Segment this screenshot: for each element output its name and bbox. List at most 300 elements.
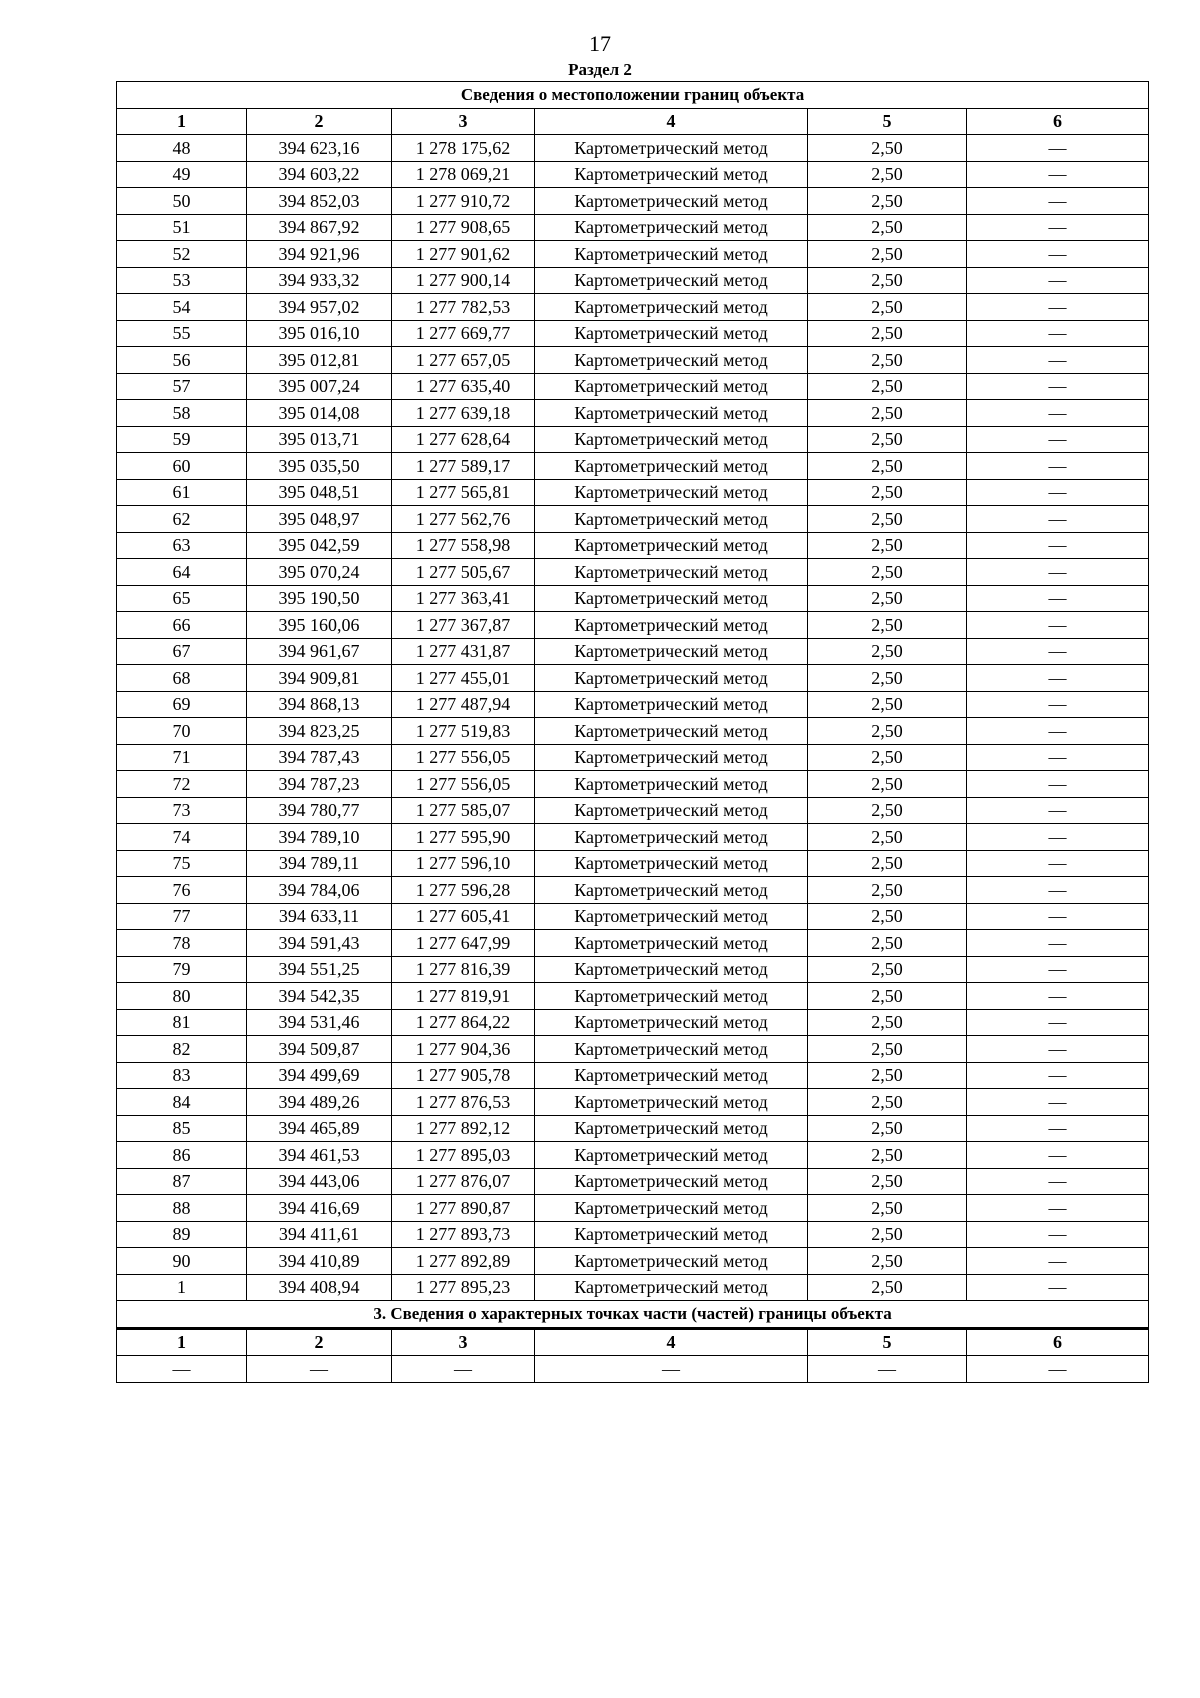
table-cell: 2,50 bbox=[808, 903, 967, 930]
table-cell: Картометрический метод bbox=[535, 1195, 808, 1222]
coordinate-rows bbox=[117, 135, 1149, 1301]
table-cell: — bbox=[967, 850, 1149, 877]
table-cell: Картометрический метод bbox=[535, 824, 808, 851]
column-header: 6 bbox=[967, 108, 1149, 135]
table-row bbox=[117, 983, 1149, 1010]
table-cell: 2,50 bbox=[808, 188, 967, 215]
table-cell: — bbox=[967, 400, 1149, 427]
table-cell: — bbox=[967, 718, 1149, 745]
table-cell: 395 014,08 bbox=[247, 400, 392, 427]
table-cell: Картометрический метод bbox=[535, 718, 808, 745]
table-row bbox=[117, 665, 1149, 692]
table-cell: — bbox=[967, 1115, 1149, 1142]
table-cell: 1 277 901,62 bbox=[392, 241, 535, 268]
table-cell: 78 bbox=[117, 930, 247, 957]
table-cell: 2,50 bbox=[808, 718, 967, 745]
table-row bbox=[117, 1115, 1149, 1142]
table-cell: 2,50 bbox=[808, 797, 967, 824]
table-cell: 1 277 895,23 bbox=[392, 1274, 535, 1301]
table-cell: — bbox=[967, 453, 1149, 480]
part-column-header: 4 bbox=[535, 1328, 808, 1356]
part-table-row bbox=[117, 1356, 1149, 1383]
table-cell: — bbox=[967, 532, 1149, 559]
table-cell: — bbox=[967, 771, 1149, 798]
table-cell: 394 787,43 bbox=[247, 744, 392, 771]
table-cell: Картометрический метод bbox=[535, 850, 808, 877]
table-cell: 76 bbox=[117, 877, 247, 904]
table-cell: — bbox=[967, 241, 1149, 268]
table-row bbox=[117, 373, 1149, 400]
table-cell: — bbox=[967, 188, 1149, 215]
table-cell: 2,50 bbox=[808, 1009, 967, 1036]
table-cell: 67 bbox=[117, 638, 247, 665]
table-cell: 49 bbox=[117, 161, 247, 188]
table-cell: — bbox=[967, 1356, 1149, 1383]
table-cell: Картометрический метод bbox=[535, 585, 808, 612]
table-cell: Картометрический метод bbox=[535, 956, 808, 983]
table-cell: 1 277 905,78 bbox=[392, 1062, 535, 1089]
table-cell: 1 277 890,87 bbox=[392, 1195, 535, 1222]
table-cell: — bbox=[967, 956, 1149, 983]
table-cell: 2,50 bbox=[808, 612, 967, 639]
table-cell: 68 bbox=[117, 665, 247, 692]
table-cell: 55 bbox=[117, 320, 247, 347]
table-row bbox=[117, 771, 1149, 798]
table-cell: 53 bbox=[117, 267, 247, 294]
table-cell: 1 277 895,03 bbox=[392, 1142, 535, 1169]
table-cell: 2,50 bbox=[808, 983, 967, 1010]
table-cell: Картометрический метод bbox=[535, 771, 808, 798]
table-cell: 2,50 bbox=[808, 1062, 967, 1089]
table-cell: 1 277 900,14 bbox=[392, 267, 535, 294]
table-cell: 62 bbox=[117, 506, 247, 533]
table-cell: 395 012,81 bbox=[247, 347, 392, 374]
table-cell: 394 591,43 bbox=[247, 930, 392, 957]
table-cell: Картометрический метод bbox=[535, 241, 808, 268]
table-row bbox=[117, 267, 1149, 294]
table-cell: Картометрический метод bbox=[535, 1248, 808, 1275]
table-cell: 50 bbox=[117, 188, 247, 215]
table-cell: 83 bbox=[117, 1062, 247, 1089]
table-cell: Картометрический метод bbox=[535, 744, 808, 771]
table-cell: — bbox=[967, 1142, 1149, 1169]
table-cell: 70 bbox=[117, 718, 247, 745]
table-cell: 395 048,97 bbox=[247, 506, 392, 533]
table-cell: 2,50 bbox=[808, 1115, 967, 1142]
table-cell: 2,50 bbox=[808, 479, 967, 506]
table-row bbox=[117, 930, 1149, 957]
table-row bbox=[117, 612, 1149, 639]
table-cell: 2,50 bbox=[808, 347, 967, 374]
table-cell: 48 bbox=[117, 135, 247, 162]
table-cell: 58 bbox=[117, 400, 247, 427]
table-cell: — bbox=[247, 1356, 392, 1383]
table-cell: 51 bbox=[117, 214, 247, 241]
table-cell: 1 277 816,39 bbox=[392, 956, 535, 983]
table-cell: Картометрический метод bbox=[535, 400, 808, 427]
table-cell: 82 bbox=[117, 1036, 247, 1063]
table-cell: Картометрический метод bbox=[535, 347, 808, 374]
table-cell: 394 957,02 bbox=[247, 294, 392, 321]
table-cell: 90 bbox=[117, 1248, 247, 1275]
table-cell: 394 921,96 bbox=[247, 241, 392, 268]
table-cell: 394 867,92 bbox=[247, 214, 392, 241]
table-cell: 85 bbox=[117, 1115, 247, 1142]
table-row bbox=[117, 426, 1149, 453]
table-cell: — bbox=[392, 1356, 535, 1383]
table-cell: 1 277 864,22 bbox=[392, 1009, 535, 1036]
table-cell: 63 bbox=[117, 532, 247, 559]
table-cell: 66 bbox=[117, 612, 247, 639]
table-cell: 1 277 647,99 bbox=[392, 930, 535, 957]
table-cell: — bbox=[967, 1036, 1149, 1063]
table-cell: 79 bbox=[117, 956, 247, 983]
table-cell: 1 277 892,89 bbox=[392, 1248, 535, 1275]
table-cell: 1 277 596,10 bbox=[392, 850, 535, 877]
table-cell: 1 277 669,77 bbox=[392, 320, 535, 347]
table-cell: 2,50 bbox=[808, 585, 967, 612]
table-cell: 1 277 904,36 bbox=[392, 1036, 535, 1063]
table-row bbox=[117, 241, 1149, 268]
table-cell: 2,50 bbox=[808, 665, 967, 692]
table-cell: 394 531,46 bbox=[247, 1009, 392, 1036]
part-column-header: 1 bbox=[117, 1328, 247, 1356]
table-cell: 394 909,81 bbox=[247, 665, 392, 692]
part-caption: 3. Сведения о характерных точках части (частей) границы объекта bbox=[117, 1301, 1149, 1329]
table-cell: 69 bbox=[117, 691, 247, 718]
table-cell: 1 277 628,64 bbox=[392, 426, 535, 453]
table-cell: Картометрический метод bbox=[535, 294, 808, 321]
part-rows bbox=[117, 1356, 1149, 1383]
table-cell: Картометрический метод bbox=[535, 453, 808, 480]
table-cell: Картометрический метод bbox=[535, 612, 808, 639]
table-cell: 394 499,69 bbox=[247, 1062, 392, 1089]
table-cell: Картометрический метод bbox=[535, 1062, 808, 1089]
table-cell: 2,50 bbox=[808, 426, 967, 453]
table-cell: 394 465,89 bbox=[247, 1115, 392, 1142]
table-cell: Картометрический метод bbox=[535, 1142, 808, 1169]
table-cell: 2,50 bbox=[808, 532, 967, 559]
table-cell: 87 bbox=[117, 1168, 247, 1195]
table-row bbox=[117, 188, 1149, 215]
table-cell: Картометрический метод bbox=[535, 1036, 808, 1063]
table-cell: 2,50 bbox=[808, 1142, 967, 1169]
table-cell: — bbox=[535, 1356, 808, 1383]
table-cell: 1 277 556,05 bbox=[392, 771, 535, 798]
table-cell: 74 bbox=[117, 824, 247, 851]
table-row bbox=[117, 532, 1149, 559]
table-cell: — bbox=[967, 877, 1149, 904]
table-cell: Картометрический метод bbox=[535, 877, 808, 904]
table-cell: 394 489,26 bbox=[247, 1089, 392, 1116]
table-cell: 1 277 455,01 bbox=[392, 665, 535, 692]
table-cell: 394 411,61 bbox=[247, 1221, 392, 1248]
table-cell: Картометрический метод bbox=[535, 373, 808, 400]
table-cell: Картометрический метод bbox=[535, 1274, 808, 1301]
table-cell: 1 277 556,05 bbox=[392, 744, 535, 771]
table-cell: 394 789,11 bbox=[247, 850, 392, 877]
table-cell: Картометрический метод bbox=[535, 797, 808, 824]
table-cell: — bbox=[967, 824, 1149, 851]
table-cell: 394 461,53 bbox=[247, 1142, 392, 1169]
table-cell: — bbox=[967, 691, 1149, 718]
table-cell: 394 852,03 bbox=[247, 188, 392, 215]
table-cell: 2,50 bbox=[808, 135, 967, 162]
table-cell: 1 278 069,21 bbox=[392, 161, 535, 188]
table-row bbox=[117, 956, 1149, 983]
table-cell: — bbox=[967, 135, 1149, 162]
part-column-header: 6 bbox=[967, 1328, 1149, 1356]
table-cell: — bbox=[967, 161, 1149, 188]
table-cell: Картометрический метод bbox=[535, 691, 808, 718]
table-cell: 75 bbox=[117, 850, 247, 877]
table-cell: 2,50 bbox=[808, 638, 967, 665]
part-section bbox=[117, 1301, 1149, 1356]
table-cell: — bbox=[967, 1248, 1149, 1275]
table-cell: 1 277 558,98 bbox=[392, 532, 535, 559]
table-cell: 395 007,24 bbox=[247, 373, 392, 400]
table-cell: 2,50 bbox=[808, 744, 967, 771]
table-cell: 88 bbox=[117, 1195, 247, 1222]
table-cell: 395 160,06 bbox=[247, 612, 392, 639]
table-cell: — bbox=[967, 1221, 1149, 1248]
table-cell: Картометрический метод bbox=[535, 665, 808, 692]
table-cell: — bbox=[808, 1356, 967, 1383]
table-cell: 1 bbox=[117, 1274, 247, 1301]
section-title: Раздел 2 bbox=[568, 60, 632, 79]
table-cell: 1 277 908,65 bbox=[392, 214, 535, 241]
table-cell: — bbox=[967, 320, 1149, 347]
table-cell: 1 277 635,40 bbox=[392, 373, 535, 400]
table-cell: 1 278 175,62 bbox=[392, 135, 535, 162]
table-caption-row bbox=[117, 82, 1149, 109]
table-cell: 2,50 bbox=[808, 1248, 967, 1275]
table-cell: 395 013,71 bbox=[247, 426, 392, 453]
table-cell: 57 bbox=[117, 373, 247, 400]
table-row bbox=[117, 1248, 1149, 1275]
table-row bbox=[117, 1142, 1149, 1169]
table-cell: Картометрический метод bbox=[535, 930, 808, 957]
table-cell: — bbox=[967, 347, 1149, 374]
table-cell: 1 277 782,53 bbox=[392, 294, 535, 321]
table-cell: — bbox=[967, 1168, 1149, 1195]
table-cell: 2,50 bbox=[808, 161, 967, 188]
table-cell: 1 277 565,81 bbox=[392, 479, 535, 506]
table-cell: 1 277 893,73 bbox=[392, 1221, 535, 1248]
table-cell: — bbox=[967, 559, 1149, 586]
table-cell: 395 190,50 bbox=[247, 585, 392, 612]
boundary-coordinates-table bbox=[116, 81, 1149, 1383]
table-cell: Картометрический метод bbox=[535, 1221, 808, 1248]
table-cell: 54 bbox=[117, 294, 247, 321]
table-cell: 2,50 bbox=[808, 1089, 967, 1116]
table-cell: — bbox=[967, 1089, 1149, 1116]
table-cell: 2,50 bbox=[808, 850, 967, 877]
table-row bbox=[117, 294, 1149, 321]
table-cell: 2,50 bbox=[808, 877, 967, 904]
table-cell: 86 bbox=[117, 1142, 247, 1169]
table-cell: 1 277 519,83 bbox=[392, 718, 535, 745]
table-cell: 2,50 bbox=[808, 1195, 967, 1222]
table-cell: Картометрический метод bbox=[535, 638, 808, 665]
column-header: 1 bbox=[117, 108, 247, 135]
table-cell: 1 277 876,53 bbox=[392, 1089, 535, 1116]
table-cell: 1 277 876,07 bbox=[392, 1168, 535, 1195]
table-cell: 394 784,06 bbox=[247, 877, 392, 904]
table-cell: Картометрический метод bbox=[535, 1009, 808, 1036]
table-cell: Картометрический метод bbox=[535, 1168, 808, 1195]
table-cell: 1 277 585,07 bbox=[392, 797, 535, 824]
table-cell: 394 933,32 bbox=[247, 267, 392, 294]
table-cell: 394 443,06 bbox=[247, 1168, 392, 1195]
table-row bbox=[117, 903, 1149, 930]
table-cell: 1 277 605,41 bbox=[392, 903, 535, 930]
table-cell: Картометрический метод bbox=[535, 1115, 808, 1142]
table-cell: 2,50 bbox=[808, 506, 967, 533]
column-header: 4 bbox=[535, 108, 808, 135]
table-cell: 394 408,94 bbox=[247, 1274, 392, 1301]
table-cell: 2,50 bbox=[808, 771, 967, 798]
table-cell: 394 623,16 bbox=[247, 135, 392, 162]
table-cell: 2,50 bbox=[808, 1274, 967, 1301]
table-cell: Картометрический метод bbox=[535, 479, 808, 506]
table-cell: — bbox=[967, 1274, 1149, 1301]
table-cell: 1 277 363,41 bbox=[392, 585, 535, 612]
column-header-row bbox=[117, 108, 1149, 135]
table-row bbox=[117, 1221, 1149, 1248]
table-row bbox=[117, 214, 1149, 241]
table-cell: 1 277 596,28 bbox=[392, 877, 535, 904]
table-cell: Картометрический метод bbox=[535, 532, 808, 559]
table-cell: — bbox=[967, 294, 1149, 321]
table-cell: 394 961,67 bbox=[247, 638, 392, 665]
table-cell: 77 bbox=[117, 903, 247, 930]
table-cell: 395 042,59 bbox=[247, 532, 392, 559]
table-row bbox=[117, 347, 1149, 374]
part-column-header: 2 bbox=[247, 1328, 392, 1356]
column-header: 3 bbox=[392, 108, 535, 135]
table-cell: — bbox=[967, 983, 1149, 1010]
table-cell: 72 bbox=[117, 771, 247, 798]
table-row bbox=[117, 691, 1149, 718]
table-cell: 394 868,13 bbox=[247, 691, 392, 718]
table-cell: 60 bbox=[117, 453, 247, 480]
table-row bbox=[117, 1274, 1149, 1301]
table-cell: — bbox=[967, 930, 1149, 957]
table-cell: 84 bbox=[117, 1089, 247, 1116]
table-cell: 394 603,22 bbox=[247, 161, 392, 188]
table-cell: Картометрический метод bbox=[535, 320, 808, 347]
table-cell: 395 016,10 bbox=[247, 320, 392, 347]
table-cell: 80 bbox=[117, 983, 247, 1010]
table-cell: 2,50 bbox=[808, 956, 967, 983]
table-row bbox=[117, 506, 1149, 533]
table-cell: — bbox=[967, 1062, 1149, 1089]
table-cell: 1 277 505,67 bbox=[392, 559, 535, 586]
table-row bbox=[117, 824, 1149, 851]
table-cell: 2,50 bbox=[808, 320, 967, 347]
table-row bbox=[117, 400, 1149, 427]
table-row bbox=[117, 479, 1149, 506]
table-cell: 2,50 bbox=[808, 1168, 967, 1195]
part-column-header-row bbox=[117, 1328, 1149, 1356]
table-cell: 81 bbox=[117, 1009, 247, 1036]
table-cell: 1 277 487,94 bbox=[392, 691, 535, 718]
table-cell: 2,50 bbox=[808, 930, 967, 957]
table-row bbox=[117, 135, 1149, 162]
table-cell: Картометрический метод bbox=[535, 161, 808, 188]
table-cell: 395 048,51 bbox=[247, 479, 392, 506]
table-cell: Картометрический метод bbox=[535, 214, 808, 241]
table-cell: Картометрический метод bbox=[535, 903, 808, 930]
table-row bbox=[117, 1036, 1149, 1063]
column-header: 2 bbox=[247, 108, 392, 135]
table-cell: 2,50 bbox=[808, 241, 967, 268]
table-cell: 394 542,35 bbox=[247, 983, 392, 1010]
table-cell: — bbox=[967, 214, 1149, 241]
table-cell: 394 509,87 bbox=[247, 1036, 392, 1063]
table-cell: 2,50 bbox=[808, 1221, 967, 1248]
table-cell: 394 787,23 bbox=[247, 771, 392, 798]
table-cell: 2,50 bbox=[808, 824, 967, 851]
table-cell: — bbox=[967, 797, 1149, 824]
table-caption: Сведения о местоположении границ объекта bbox=[117, 82, 1149, 109]
table-row bbox=[117, 1089, 1149, 1116]
table-cell: 2,50 bbox=[808, 453, 967, 480]
table-cell: 1 277 819,91 bbox=[392, 983, 535, 1010]
table-cell: 2,50 bbox=[808, 1036, 967, 1063]
table-cell: Картометрический метод bbox=[535, 426, 808, 453]
table-cell: — bbox=[967, 1195, 1149, 1222]
table-cell: — bbox=[967, 426, 1149, 453]
table-cell: Картометрический метод bbox=[535, 135, 808, 162]
table-row bbox=[117, 1168, 1149, 1195]
table-cell: 1 277 431,87 bbox=[392, 638, 535, 665]
table-cell: — bbox=[967, 1009, 1149, 1036]
table-cell: 394 633,11 bbox=[247, 903, 392, 930]
table-row bbox=[117, 877, 1149, 904]
table-cell: 1 277 367,87 bbox=[392, 612, 535, 639]
table-cell: 65 bbox=[117, 585, 247, 612]
table-row bbox=[117, 320, 1149, 347]
table-row bbox=[117, 1062, 1149, 1089]
table-cell: — bbox=[967, 744, 1149, 771]
table-cell: Картометрический метод bbox=[535, 188, 808, 215]
table-cell: Картометрический метод bbox=[535, 267, 808, 294]
table-cell: — bbox=[967, 665, 1149, 692]
table-cell: 1 277 589,17 bbox=[392, 453, 535, 480]
part-column-header: 3 bbox=[392, 1328, 535, 1356]
table-cell: — bbox=[967, 267, 1149, 294]
table-cell: 1 277 657,05 bbox=[392, 347, 535, 374]
table-cell: — bbox=[117, 1356, 247, 1383]
table-cell: — bbox=[967, 612, 1149, 639]
table-cell: 395 070,24 bbox=[247, 559, 392, 586]
table-cell: — bbox=[967, 479, 1149, 506]
table-cell: 64 bbox=[117, 559, 247, 586]
table-cell: Картометрический метод bbox=[535, 559, 808, 586]
table-cell: 2,50 bbox=[808, 267, 967, 294]
table-cell: 2,50 bbox=[808, 294, 967, 321]
table-cell: 2,50 bbox=[808, 214, 967, 241]
table-cell: 394 416,69 bbox=[247, 1195, 392, 1222]
part-caption-row bbox=[117, 1301, 1149, 1329]
table-cell: 1 277 595,90 bbox=[392, 824, 535, 851]
table-cell: 89 bbox=[117, 1221, 247, 1248]
table-cell: 395 035,50 bbox=[247, 453, 392, 480]
table-cell: 394 789,10 bbox=[247, 824, 392, 851]
table-row bbox=[117, 559, 1149, 586]
